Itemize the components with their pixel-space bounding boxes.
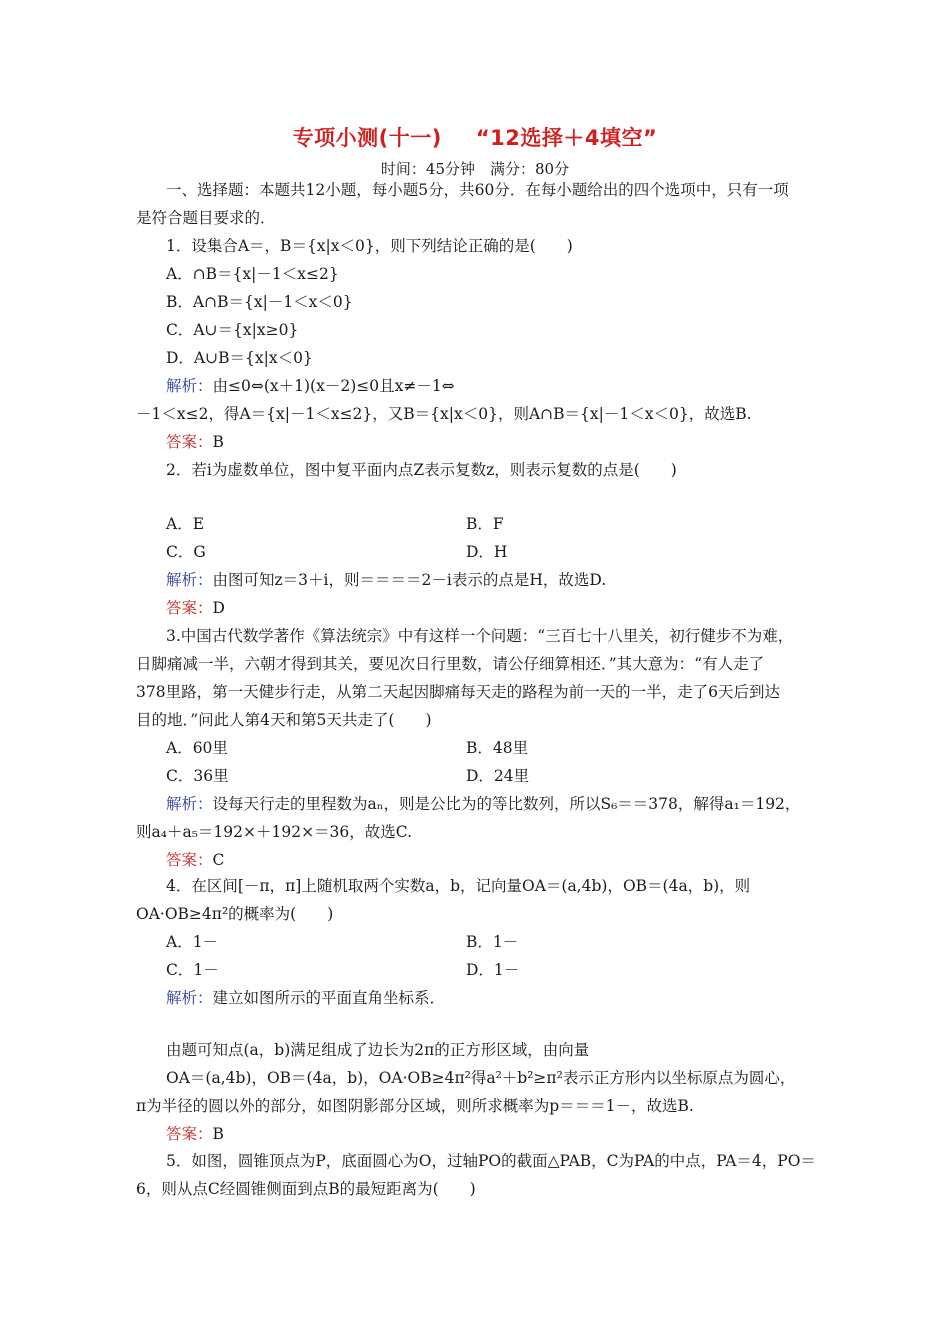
q1-analysis bbox=[166, 376, 455, 396]
q4-option-a: A．1－ bbox=[166, 933, 219, 951]
q1-answer-value: B bbox=[212, 433, 224, 451]
q3-analysis-text: 设每天行走的里程数为aₙ，则是公比为的等比数列，所以S₆＝＝378，解得a₁＝192， bbox=[212, 795, 801, 813]
q4-answer-value: B bbox=[212, 1125, 224, 1143]
q4-analysis bbox=[166, 988, 445, 1008]
q1-option-a: A．∩B＝{x|－1＜x≤2} bbox=[166, 265, 339, 283]
analysis-label: 解析： bbox=[166, 377, 213, 395]
answer-label: 答案： bbox=[166, 851, 213, 869]
q3-stem-line4: 目的地．”问此人第4天和第5天共走了( ) bbox=[136, 711, 432, 729]
q4-answer bbox=[166, 1124, 224, 1144]
answer-label: 答案： bbox=[166, 433, 213, 451]
q3-option-d: D．24里 bbox=[466, 767, 530, 785]
q2-option-a: A．E bbox=[166, 515, 205, 533]
q4-option-c: C．1－ bbox=[166, 961, 219, 979]
q2-option-d: D．H bbox=[466, 543, 508, 561]
q4-option-d: D．1－ bbox=[466, 961, 520, 979]
q3-stem-line2: 日脚痛减一半，六朝才得到其关，要见次日行里数，请公仔细算相还．”其大意为：“有人走了 bbox=[136, 655, 765, 673]
q4-analysis-line2: 由题可知点(a，b)满足组成了边长为2π的正方形区域，由向量 bbox=[166, 1041, 590, 1059]
q5-stem-cont: 6，则从点C经圆锥侧面到点B的最短距离为( ) bbox=[136, 1180, 476, 1198]
q1-analysis-cont: －1＜x≤2，得A＝{x|－1＜x≤2}，又B＝{x|x＜0}，则A∩B＝{x|－1＜x＜0}，故选B. bbox=[136, 405, 752, 423]
q3-stem-line1: 3.中国古代数学著作《算法统宗》中有这样一个问题：“三百七十八里关，初行健步不为难， bbox=[166, 627, 794, 645]
q3-option-a: A．60里 bbox=[166, 739, 228, 757]
q2-stem: 2．若i为虚数单位，图中复平面内点Z表示复数z，则表示复数的点是( ) bbox=[166, 461, 677, 479]
q1-stem: 1．设集合A＝，B＝{x|x＜0}，则下列结论正确的是( ) bbox=[166, 237, 573, 255]
q1-analysis-text: 由≤0⇔(x＋1)(x－2)≤0且x≠－1⇔ bbox=[212, 377, 455, 395]
q4-analysis-line3: OA＝(a,4b)，OB＝(4a，b)，OA·OB≥4π²得a²＋b²≥π²表示正方形内以坐标原点为圆心， bbox=[166, 1069, 796, 1087]
q3-analysis-cont: 则a₄＋a₅＝192×＋192×＝36，故选C. bbox=[136, 823, 413, 841]
title-sub: “12选择＋4填空” bbox=[475, 126, 658, 150]
q1-option-b: B．A∩B＝{x|－1＜x＜0} bbox=[166, 293, 353, 311]
analysis-label: 解析： bbox=[166, 989, 213, 1007]
q3-option-b: B．48里 bbox=[466, 739, 529, 757]
q2-answer-value: D bbox=[212, 599, 225, 617]
title-main: 专项小测(十一) bbox=[292, 126, 442, 150]
q4-analysis-text: 建立如图所示的平面直角坐标系． bbox=[212, 989, 446, 1007]
q1-option-c: C．A∪＝{x|x≥0} bbox=[166, 321, 299, 339]
q2-analysis-text: 由图可知z＝3＋i，则＝＝＝＝2－i表示的点是H，故选D. bbox=[212, 571, 607, 589]
time-score-info: 时间：45分钟 满分：80分 bbox=[380, 160, 570, 178]
q2-answer bbox=[166, 598, 225, 618]
q4-stem-cont: OA·OB≥4π²的概率为( ) bbox=[136, 905, 334, 923]
answer-label: 答案： bbox=[166, 599, 213, 617]
analysis-label: 解析： bbox=[166, 571, 213, 589]
q4-analysis-line4: π为半径的圆以外的部分，如图阴影部分区域，则所求概率为p＝＝＝1－，故选B. bbox=[136, 1097, 694, 1115]
q1-answer bbox=[166, 432, 224, 452]
section-intro: 一、选择题：本题共12小题，每小题5分，共60分．在每小题给出的四个选项中，只有一项 bbox=[166, 181, 789, 199]
q3-option-c: C．36里 bbox=[166, 767, 229, 785]
q5-stem: 5．如图，圆锥顶点为P，底面圆心为O，过轴PO的截面△PAB，C为PA的中点，PA＝4，PO＝ bbox=[166, 1152, 816, 1170]
q2-analysis bbox=[166, 570, 606, 590]
q3-answer bbox=[166, 850, 224, 870]
q1-option-d: D．A∪B＝{x|x＜0} bbox=[166, 349, 313, 367]
section-intro-cont: 是符合题目要求的． bbox=[136, 209, 276, 227]
q2-option-b: B．F bbox=[466, 515, 504, 533]
q4-option-b: B．1－ bbox=[466, 933, 519, 951]
q2-option-c: C．G bbox=[166, 543, 206, 561]
q3-answer-value: C bbox=[212, 851, 225, 869]
answer-label: 答案： bbox=[166, 1125, 213, 1143]
analysis-label: 解析： bbox=[166, 795, 213, 813]
q3-stem-line3: 378里路，第一天健步行走，从第二天起因脚痛每天走的路程为前一天的一半，走了6天后到达 bbox=[136, 683, 780, 701]
q4-stem: 4．在区间[－π，π]上随机取两个实数a，b，记向量OA＝(a,4b)，OB＝(4a，b)，则 bbox=[166, 877, 751, 895]
q3-analysis bbox=[166, 794, 800, 814]
page-title bbox=[0, 122, 950, 152]
